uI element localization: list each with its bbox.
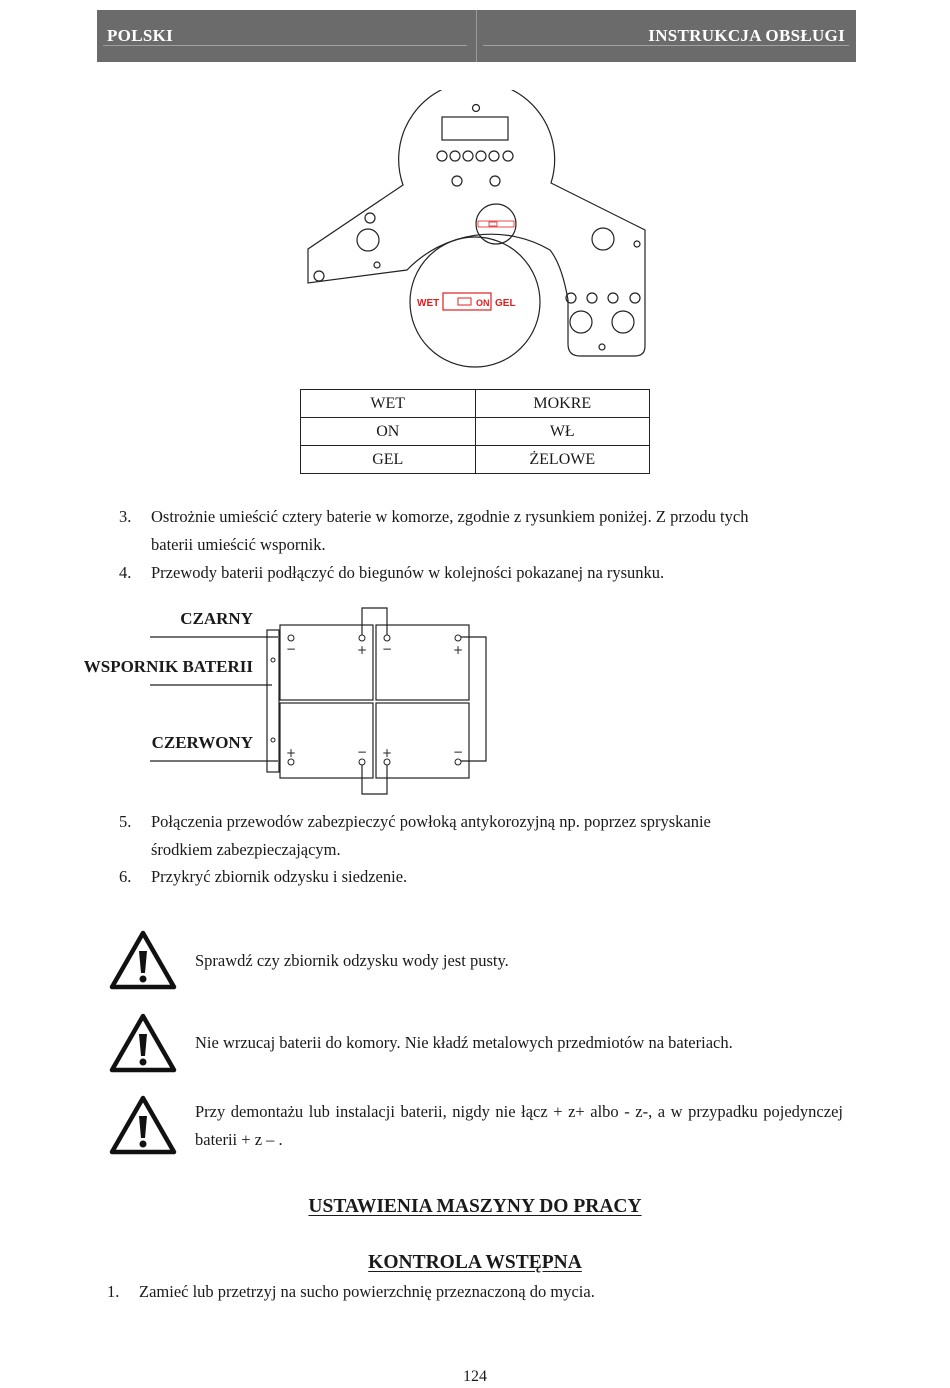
switch-label-wet: WET	[417, 298, 440, 309]
right-control-knob	[592, 228, 614, 250]
page-header	[97, 10, 856, 62]
list-item-number: 4.	[119, 563, 132, 582]
list-item	[107, 1278, 847, 1306]
list-item-number: 5.	[119, 812, 132, 831]
list-item-line: Połączenia przewodów zabezpieczyć powłoką antykorozyjną np. poprzez spryskanie	[151, 812, 711, 831]
bracket-bolt	[271, 658, 275, 662]
list-item-line: środkiem zabezpieczającym.	[151, 840, 341, 859]
left-corner-screw	[314, 271, 324, 281]
right-lower-knob	[570, 311, 592, 333]
warning-text: Sprawdź czy zbiornik odzysku wody jest pusty.	[195, 951, 509, 970]
list-item	[119, 808, 839, 864]
switch-label-on: ON	[476, 298, 490, 308]
label-black-wire: CZARNY	[180, 609, 253, 628]
control-panel-diagram	[300, 90, 650, 375]
indicator-led	[489, 151, 499, 161]
left-control-knob	[357, 229, 379, 251]
polarity-plus: +	[285, 746, 297, 760]
terminal-post	[455, 759, 461, 765]
switch-label-gel: GEL	[495, 298, 516, 309]
polarity-minus: −	[452, 745, 464, 759]
switch-detail-small	[478, 221, 514, 227]
list-item	[119, 863, 839, 891]
polarity-plus: +	[381, 746, 393, 760]
right-lower-knob	[612, 311, 634, 333]
panel-screw-top	[473, 105, 480, 112]
list-item-line: baterii umieścić wspornik.	[151, 535, 326, 554]
table-row	[301, 446, 650, 474]
list-item-text: Zamieć lub przetrzyj na sucho powierzchnię przeznaczoną do mycia.	[139, 1282, 595, 1301]
warning-text: Przy demontażu lub instalacji baterii, nigdy nie łącz + z+ albo - z-, a w przypadku pojedynczej baterii + z – .	[195, 1102, 843, 1149]
list-item-text: Przykryć zbiornik odzysku i siedzenie.	[151, 867, 408, 886]
table-cell-english: ON	[301, 418, 476, 446]
right-button	[630, 293, 640, 303]
warning-icon	[108, 1094, 178, 1156]
terminal-post	[359, 759, 365, 765]
label-battery-bracket: WSPORNIK BATERII	[83, 657, 253, 676]
bottom-screw	[599, 344, 605, 350]
warning-icon	[108, 929, 178, 991]
bracket-bolt	[271, 738, 275, 742]
list-item-text: Przewody baterii podłączyć do biegunów w kolejności pokazanej na rysunku.	[151, 563, 665, 582]
list-item-number: 6.	[119, 867, 132, 886]
list-item	[119, 559, 839, 587]
list-item-text	[151, 808, 711, 864]
jumper-top	[362, 608, 387, 637]
warning-text: Nie wrzucaj baterii do komory. Nie kładź metalowych przedmiotów na bateriach.	[195, 1033, 733, 1052]
terminal-post	[359, 635, 365, 641]
display-window	[442, 117, 508, 140]
subsection-title	[0, 1252, 950, 1274]
subsection-title-text: KONTROLA WSTĘPNA	[368, 1252, 582, 1273]
terminal-post	[455, 635, 461, 641]
section-title-text: USTAWIENIA MASZYNY DO PRACY	[308, 1196, 642, 1217]
right-button	[587, 293, 597, 303]
switch-legend-table	[300, 389, 650, 474]
header-divider	[476, 10, 477, 62]
right-button	[608, 293, 618, 303]
small-button	[490, 176, 500, 186]
battery-wiring-diagram	[60, 600, 500, 800]
table-row	[301, 418, 650, 446]
right-screw	[634, 241, 640, 247]
terminal-post	[288, 635, 294, 641]
label-red-wire: CZERWONY	[151, 733, 253, 752]
list-item-line: Ostrożnie umieścić cztery baterie w komorze, zgodnie z rysunkiem poniżej. Z przodu tych	[151, 507, 749, 526]
small-button	[452, 176, 462, 186]
table-cell-polish: WŁ	[475, 418, 650, 446]
indicator-led	[476, 151, 486, 161]
section-title	[0, 1196, 950, 1218]
indicator-led	[463, 151, 473, 161]
list-item-number: 1.	[107, 1282, 120, 1301]
left-control-small	[365, 213, 375, 223]
header-manual-title: INSTRUKCJA OBSŁUGI	[648, 26, 845, 45]
page-number: 124	[463, 1368, 487, 1385]
polarity-minus: −	[381, 642, 393, 656]
list-item-number: 3.	[119, 507, 132, 526]
polarity-minus: −	[356, 745, 368, 759]
indicator-led	[437, 151, 447, 161]
indicator-led	[503, 151, 513, 161]
table-row	[301, 390, 650, 418]
battery-cell	[280, 703, 373, 778]
table-cell-polish: ŻELOWE	[475, 446, 650, 474]
list-item	[119, 503, 839, 559]
polarity-minus: −	[285, 642, 297, 656]
polarity-plus: +	[452, 643, 464, 657]
terminal-post	[384, 635, 390, 641]
table-cell-english: WET	[301, 390, 476, 418]
header-language: POLSKI	[107, 26, 174, 45]
switch-detail-large	[417, 293, 516, 310]
battery-bracket	[267, 630, 279, 772]
table-cell-polish: MOKRE	[475, 390, 650, 418]
list-item-text	[151, 503, 748, 559]
indicator-led	[450, 151, 460, 161]
warning-icon	[108, 1012, 178, 1074]
battery-cell	[376, 703, 469, 778]
polarity-plus: +	[356, 643, 368, 657]
left-screw	[374, 262, 380, 268]
table-cell-english: GEL	[301, 446, 476, 474]
switch-ring-small	[476, 204, 516, 244]
